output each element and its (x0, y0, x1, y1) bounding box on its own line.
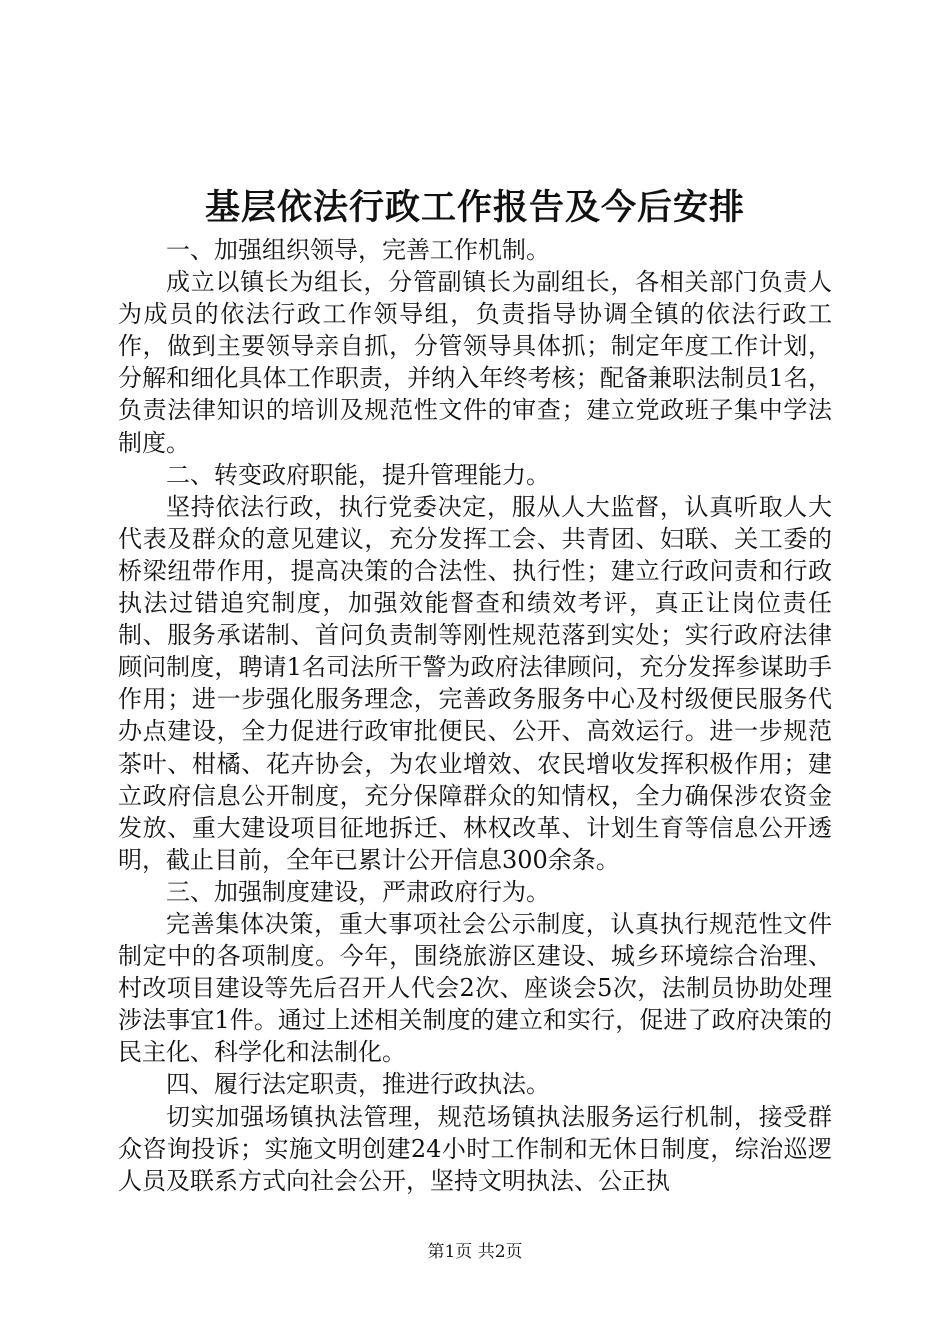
section-paragraph-2: 坚持依法行政，执行党委决定，服从人大监督，认真听取人大代表及群众的意见建议，充分发挥工会、共青团、妇联、关工委的桥梁纽带作用，提高决策的合法性、执行性；建立行政问责和行政执法过错追究制度，加强效能督查和绩效考评，真正让岗位责任制、服务承诺制、首问负责制等刚性规范落到实处；实行政府法律顾问制度，聘请1名司法所干警为政府法律顾问，充分发挥参谋助手作用；进一步强化服务理念，完善政务服务中心及村级便民服务代办点建设，全力促进行政审批便民、公开、高效运行。进一步规范茶叶、柑橘、花卉协会，为农业增效、农民增收发挥积极作用；建立政府信息公开制度，充分保障群众的知情权，全力确保涉农资金发放、重大建设项目征地拆迁、林权改革、计划生育等信息公开透明，截止目前，全年已累计公开信息300余条。 (118, 492, 832, 874)
section-heading-3: 三、加强制度建设，严肃政府行为。 (166, 877, 550, 906)
section-heading-1: 一、加强组织领导，完善工作机制。 (166, 236, 550, 264)
section-paragraph-4: 切实加强场镇执法管理，规范场镇执法服务运行机制，接受群众咨询投诉；实施文明创建24小时工作制和无休日制度，综治巡逻人员及联系方式向社会公开，坚持文明执法、公正执 (118, 1102, 832, 1195)
section-heading-2: 二、转变政府职能，提升管理能力。 (166, 460, 550, 489)
section-paragraph-1: 成立以镇长为组长，分管副镇长为副组长，各相关部门负责人为成员的依法行政工作领导组，负责指导协调全镇的依法行政工作，做到主要领导亲自抓，分管领导具体抓；制定年度工作计划，分解和细化具体工作职责，并纳入年终考核；配备兼职法制员1名，负责法律知识的培训及规范性文件的审查；建立党政班子集中学法制度。 (118, 268, 832, 457)
section-paragraph-3: 完善集体决策，重大事项社会公示制度，认真执行规范性文件制定中的各项制度。今年，围绕旅游区建设、城乡环境综合治理、村改项目建设等先后召开人代会2次、座谈会5次，法制员协助处理涉法事宜1件。通过上述相关制度的建立和实行，促进了政府决策的民主化、科学化和法制化。 (118, 909, 832, 1067)
section-heading-4: 四、履行法定职责，推进行政执法。 (166, 1070, 550, 1099)
page-number-footer: 第1页 共2页 (427, 1242, 523, 1262)
document-body (118, 234, 832, 1197)
document-title: 基层依法行政工作报告及今后安排 (204, 187, 745, 228)
